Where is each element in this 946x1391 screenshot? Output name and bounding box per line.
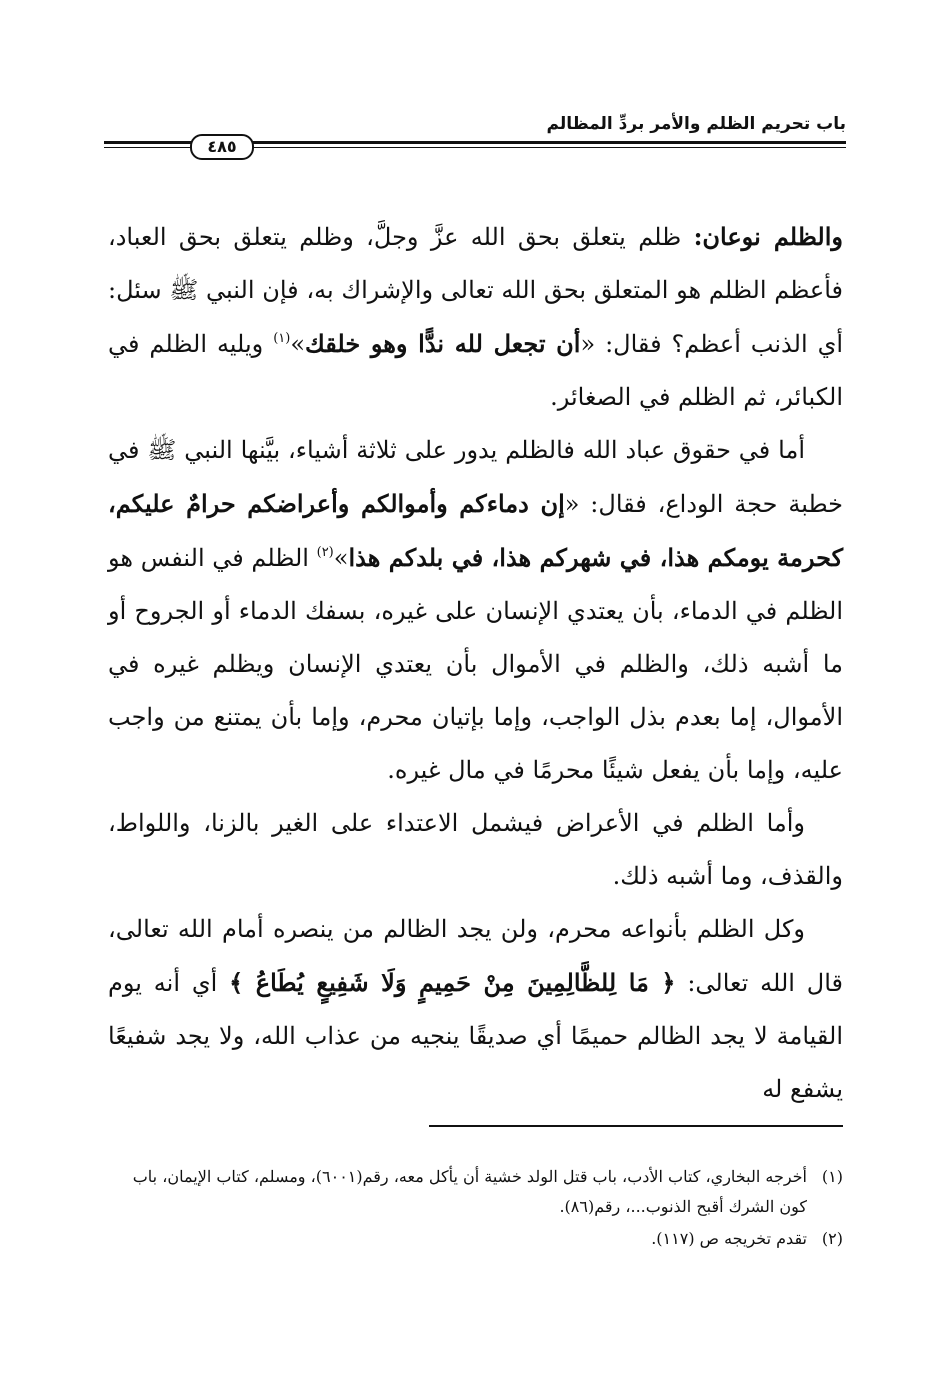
paragraph-text: وأما الظلم في الأعراض فيشمل الاعتداء على الغير بالزنا، واللواط، والقذف، وما أشبه ذلك. [108, 809, 843, 890]
paragraph-text: ظلم يتعلق بحق الله عزَّ وجلَّ، وظلم يتعلق بحق العباد، فأعظم الظلم هو المتعلق بحق الله تعالى والإشراك به، فإن النبي ﷺ سئل: أي الذنب أعظم؟ فقال: « [108, 223, 844, 358]
footnote-text: أخرجه البخاري، كتاب الأدب، باب قتل الولد خشية أن يأكل معه، رقم(٦٠٠١)، ومسلم، كتاب الإيمان، باب كون الشرك أقبح الذنوب...، رقم(٨٦). [132, 1167, 807, 1216]
paragraph-2 [108, 424, 843, 797]
paragraph-text: أي أنه يوم القيامة لا يجد الظالم حميمًا أي صديقًا ينجيه من عذاب الله، ولا يجد شفيعًا يشفع له [108, 969, 843, 1103]
running-title: باب تحريم الظلم والأمر بردِّ المظالم [546, 114, 846, 134]
footnote-separator [429, 1125, 843, 1127]
footnotes [108, 1162, 843, 1256]
paragraph-text: أما في حقوق عباد الله فالظلم يدور على ثلاثة أشياء، بيَّنها النبي ﷺ في خطبة حجة الوداع، فقال: « [108, 436, 843, 518]
footnote-text: تقدم تخريجه ص (١١٧). [651, 1229, 807, 1248]
paragraph-4 [108, 903, 843, 1116]
footnote-1 [108, 1162, 843, 1222]
footnote-number: (١) [821, 1167, 843, 1186]
footnote-ref[interactable]: (٢) [316, 545, 334, 560]
footnote-ref[interactable]: (١) [273, 331, 291, 346]
footnote-2 [108, 1224, 843, 1254]
paragraph-text: وكل الظلم بأنواعه محرم، ولن يجد الظالم من ينصره أمام الله تعالى، قال الله تعالى: [108, 915, 844, 997]
page-header [104, 110, 846, 160]
page-number: ٤٨٥ [190, 134, 254, 160]
hadith-quote: إن دماءكم وأموالكم وأعراضكم حرامٌ عليكم، كحرمة يومكم هذا، في شهركم هذا، في بلدكم هذا [108, 489, 843, 572]
paragraph-3 [108, 797, 843, 903]
paragraph-lead: والظلم نوعان: [693, 222, 843, 251]
quote-close: » [290, 330, 306, 358]
footnote-number: (٢) [821, 1229, 843, 1248]
quote-close: » [333, 544, 349, 572]
paragraph-1 [108, 210, 843, 424]
header-rule [104, 134, 846, 158]
hadith-quote: أن تجعل لله ندًّا وهو خلقك [305, 329, 581, 358]
main-text [108, 210, 843, 1116]
paragraph-text: الظلم في النفس هو الظلم في الدماء، بأن يعتدي الإنسان على غيره، بسفك الدماء أو الجروح أو ما أشبه ذلك، والظلم في الأموال بأن يعتدي الإنسان ويظلم غيره في الأموال، إما بعدم بذل الواجب، وإما بإتيان محرم، وإما بأن يمتنع من واجب عليه، وإما بأن يفعل شيئًا محرمًا في مال غيره. [108, 544, 843, 784]
paragraph-text: ويليه الظلم في الكبائر، ثم الظلم في الصغائر. [108, 330, 843, 411]
quran-verse: ﴿ مَا لِلظَّالِمِينَ مِنْ حَمِيمٍ وَلَا شَفِيعٍ يُطَاعُ ﴾ [229, 968, 676, 997]
